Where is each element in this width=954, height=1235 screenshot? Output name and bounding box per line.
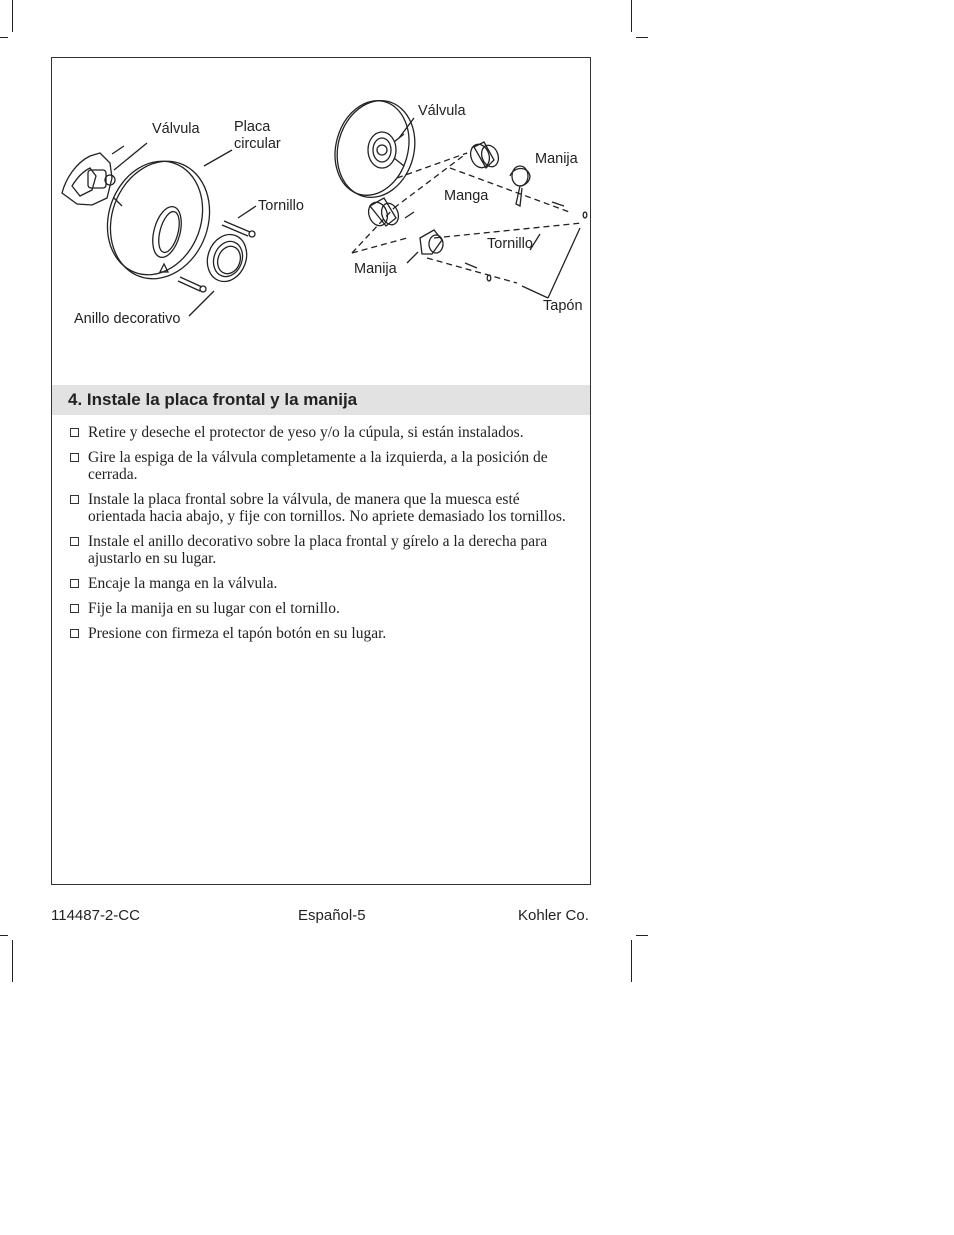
crop-mark — [12, 940, 13, 982]
checkbox-icon — [70, 629, 79, 638]
crop-mark — [0, 37, 8, 38]
crop-mark — [0, 935, 8, 936]
section-header — [52, 385, 590, 415]
handle-icon — [510, 166, 530, 206]
label-screw-left: Tornillo — [258, 198, 304, 214]
crop-mark — [631, 940, 632, 982]
sleeve-icon — [467, 142, 501, 171]
list-item: Instale la placa frontal sobre la válvula, de manera que la muesca esté orientada hacia abajo, y fije con tornillos. No apriete demasiado los tornillos. — [68, 491, 568, 525]
valve-assembly-icon — [325, 92, 426, 206]
sleeve-icon — [365, 198, 401, 228]
screw-icon — [465, 202, 564, 268]
label-valve-right: Válvula — [418, 103, 466, 119]
crop-mark — [631, 0, 632, 32]
footer-company: Kohler Co. — [518, 907, 589, 924]
installation-illustration — [52, 58, 590, 378]
checkbox-icon — [70, 495, 79, 504]
label-cap: Tapón — [543, 298, 583, 314]
label-handle-bottom: Manija — [354, 261, 397, 277]
crop-mark — [636, 37, 648, 38]
label-valve-left: Válvula — [152, 121, 200, 137]
screw-icon — [178, 221, 255, 292]
section-title: 4. Instale la placa frontal y la manija — [68, 390, 358, 409]
checkbox-icon — [70, 453, 79, 462]
step-list — [68, 424, 568, 650]
list-item: Fije la manija en su lugar con el tornillo. — [68, 600, 568, 617]
faceplate-icon — [92, 147, 226, 293]
valve-icon — [62, 146, 124, 206]
list-item: Presione con firmeza el tapón botón en su lugar. — [68, 625, 568, 642]
crop-mark — [636, 935, 648, 936]
content-frame — [51, 57, 591, 885]
checkbox-icon — [70, 579, 79, 588]
list-item: Instale el anillo decorativo sobre la placa frontal y gírelo a la derecha para ajustarlo en su lugar. — [68, 533, 568, 567]
footer-page-number: Español-5 — [298, 907, 366, 924]
footer-doc-number: 114487-2-CC — [51, 907, 140, 924]
label-screw-right: Tornillo — [487, 236, 533, 252]
list-item: Encaje la manga en la válvula. — [68, 575, 568, 592]
checkbox-icon — [70, 537, 79, 546]
checkbox-icon — [70, 428, 79, 437]
crop-mark — [12, 0, 13, 32]
label-trim-ring: Anillo decorativo — [74, 311, 181, 327]
label-circular-plate: Placa circular — [234, 119, 281, 152]
label-sleeve: Manga — [444, 188, 489, 204]
checkbox-icon — [70, 604, 79, 613]
trim-ring-icon — [201, 229, 253, 287]
list-item: Retire y deseche el protector de yeso y/o la cúpula, si están instalados. — [68, 424, 568, 441]
handle-icon — [420, 230, 443, 254]
label-handle-top: Manija — [535, 151, 578, 167]
list-item: Gire la espiga de la válvula completamente a la izquierda, a la posición de cerrada. — [68, 449, 568, 483]
